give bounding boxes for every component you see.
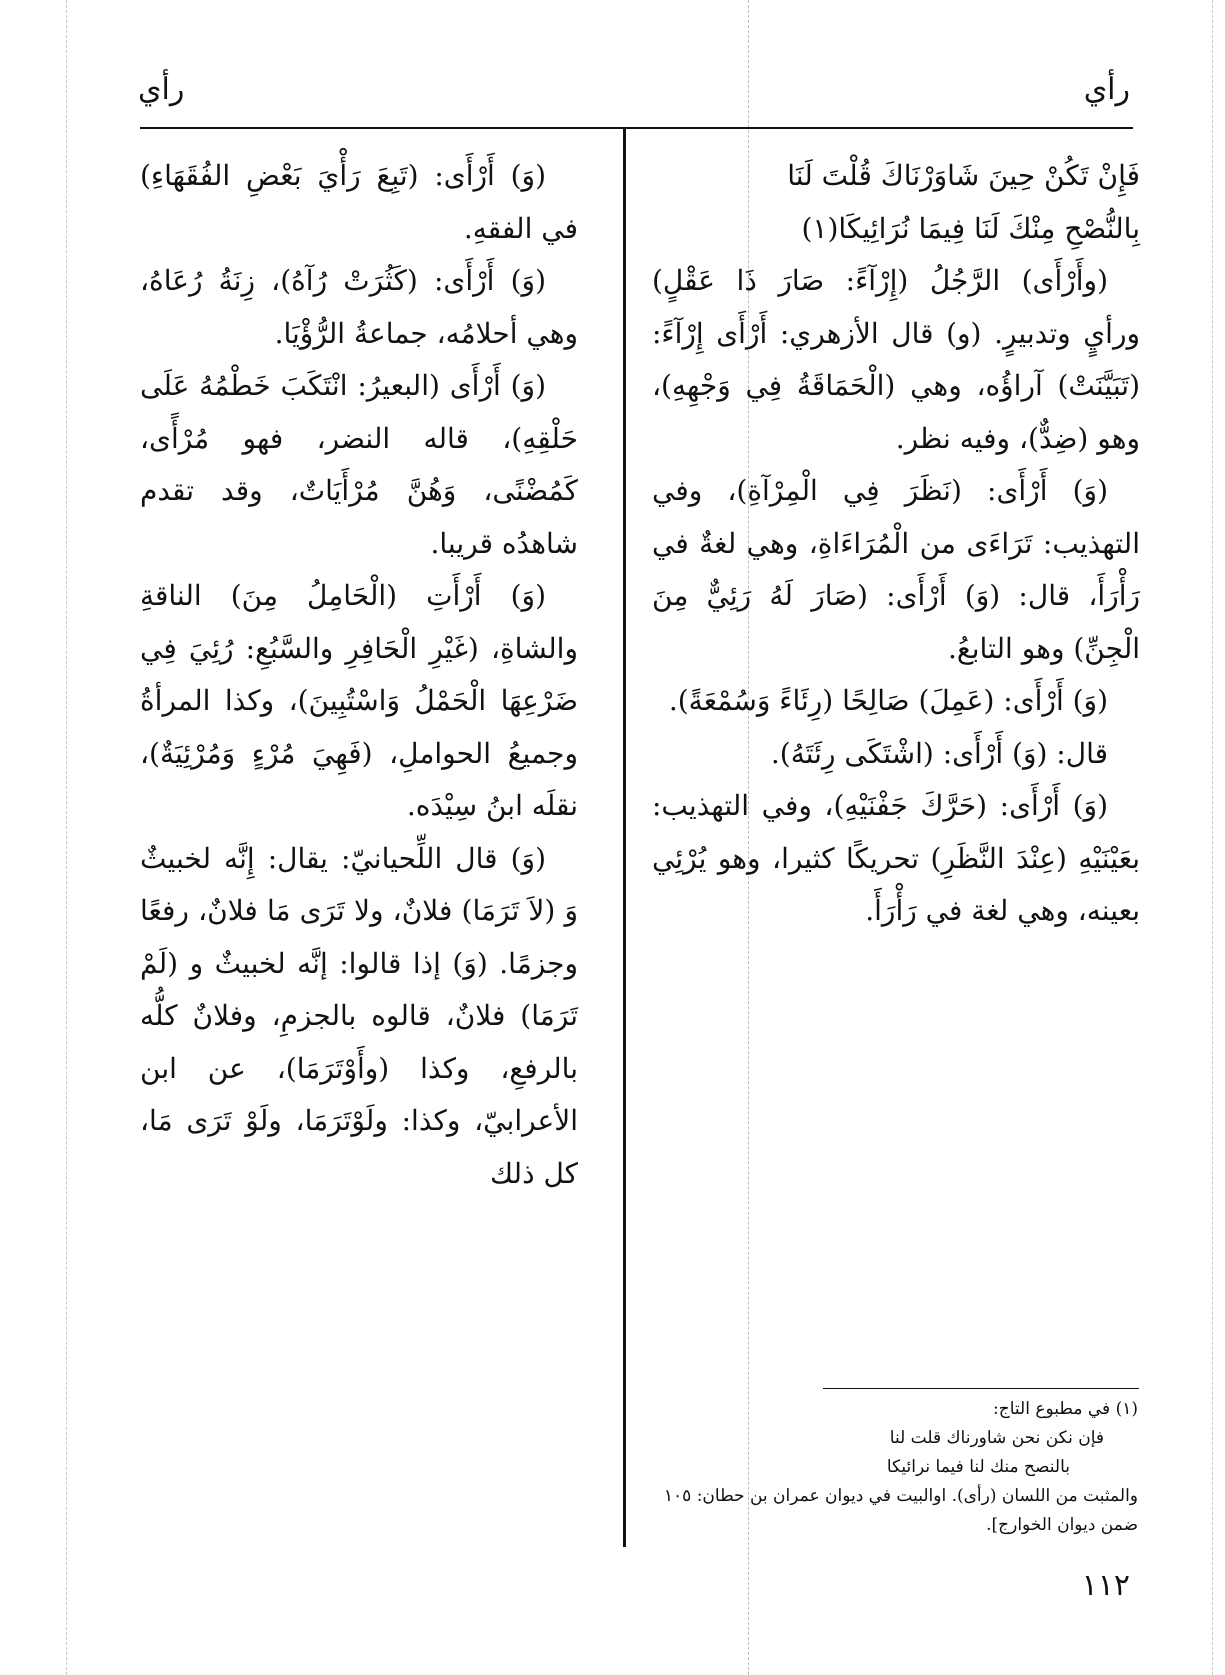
footnotes	[652, 1395, 1138, 1540]
header-rule	[140, 127, 1133, 129]
verse-line: فَإِنْ تَكُنْ حِينَ شَاوَرْنَاكَ قُلْتَ لَنَا	[787, 159, 1140, 192]
right-column	[652, 150, 1140, 938]
entry-paragraph: (وَ) أَرْأَى: (حَرَّكَ جَفْنَيْهِ)، وفي التهذيب: بعَيْنَيْهِ (عِنْدَ النَّظَرِ) تحريكًا كثيرا، وهو يُرْئِي بعينه، وهي لغة في رَأْرَأَ.	[652, 789, 1140, 927]
entry-paragraph: (وَ) أَرْأَى: (نَظَرَ فِي الْمِرْآةِ)، وفي التهذيب: تَرَاءَى من الْمُرَاءَاةِ، وهي لغةٌ في رَأْرَأَ، قال: (وَ) أَرْأَى: (صَارَ لَهُ رَئِيٌّ مِنَ الْجِنِّ) وهو التابعُ.	[652, 474, 1140, 665]
left-column	[140, 150, 578, 1200]
running-head-left: رأي	[138, 72, 185, 107]
footnote-verse: فإن نكن نحن شاورناك قلت لنا	[889, 1428, 1104, 1448]
entry-paragraph: (وَ) أَرْأَى: (تَبِعَ رَأْيَ بَعْضِ الفُقَهَاءِ) في الفقهِ.	[140, 159, 578, 245]
footnote-rule	[823, 1388, 1139, 1389]
entry-paragraph: (وَ) أَرْأَى: (كَثُرَتْ رُآهُ)، زِنَةُ رُعَاهُ، وهي أحلامُه، جماعةُ الرُّؤْيَا.	[140, 264, 578, 350]
entry-paragraph: (وَ) أَرْأَتِ (الْحَامِلُ مِنَ) الناقةِ والشاةِ، (غَيْرِ الْحَافِرِ والسَّبُعِ: رُئِيَ فِي ضَرْعِهَا الْحَمْلُ وَاسْتُبِينَ)، وكذا المرأةُ وجميعُ الحواملِ، (فَهِيَ مُرْءٍ وَمُرْئِيَةٌ)، نقلَه ابنُ سِيْدَه.	[140, 579, 578, 822]
footnote-verse: بالنصح منك لنا فيما نرائيكا	[886, 1457, 1070, 1477]
scan-guide-line	[66, 0, 67, 1675]
scan-guide-line	[1212, 0, 1213, 1675]
entry-paragraph: (وَ) أَرْأَى: (عَمِلَ) صَالِحًا (رِئَاءً وَسُمْعَةً).	[668, 684, 1108, 717]
footnote-line: والمثبت من اللسان (رأى). اوالبيت في ديوان عمران بن حطان: ١٠٥ ضمن ديوان الخوارج].	[663, 1486, 1138, 1535]
entry-paragraph: (وأَرْأَى) الرَّجُلُ (إِرْآءً: صَارَ ذَا عَقْلٍ) ورأيٍ وتدبيرٍ. (و) قال الأزهري: أَرْأَى إِرْآءً: (تَبَيَّنَتْ) آراؤُه، وهي (الْحَمَاقَةُ فِي وَجْهِهِ)، وهو (ضِدٌّ)، وفيه نظر.	[652, 264, 1140, 455]
entry-paragraph: (وَ) قال اللِّحيانيّ: يقال: إِنَّه لخبيثٌ وَ (لاَ تَرَمَا) فلانٌ، ولا تَرَى مَا فلانٌ، رفعًا وجزمًا. (وَ) إذا قالوا: إنَّه لخبيثٌ و (لَمْ تَرَمَا) فلانٌ، قالوه بالجزمِ، وفلانٌ كلُّه بالرفعِ، وكذا (وأَوْتَرَمَا)، عن ابن الأعرابيّ، وكذا: ولَوْتَرَمَا، ولَوْ تَرَى مَا، كل ذلك	[140, 841, 578, 1190]
entry-paragraph: قال: (وَ) أَرْأَى: (اشْتَكَى رِئَتَهُ).	[770, 736, 1108, 770]
running-head-right: رأي	[1083, 72, 1130, 107]
entry-paragraph: (وَ) أَرْأَى (البعيرُ: انْتَكَبَ خَطْمُهُ عَلَى حَلْقِهِ)، قاله النضر، فهو مُرْأًى، كَمُضْنًى، وَهُنَّ مُرْأَيَاتٌ، وقد تقدم شاهدُه قريبا.	[140, 369, 578, 560]
page-number: ١١٢	[1081, 1568, 1130, 1603]
verse-line: بِالنُّصْحِ مِنْكَ لَنَا فِيمَا نُرَائِيكَا(١)	[801, 211, 1140, 245]
footnote-line: (١) في مطبوع التاج:	[993, 1399, 1138, 1419]
column-divider	[623, 127, 626, 1547]
